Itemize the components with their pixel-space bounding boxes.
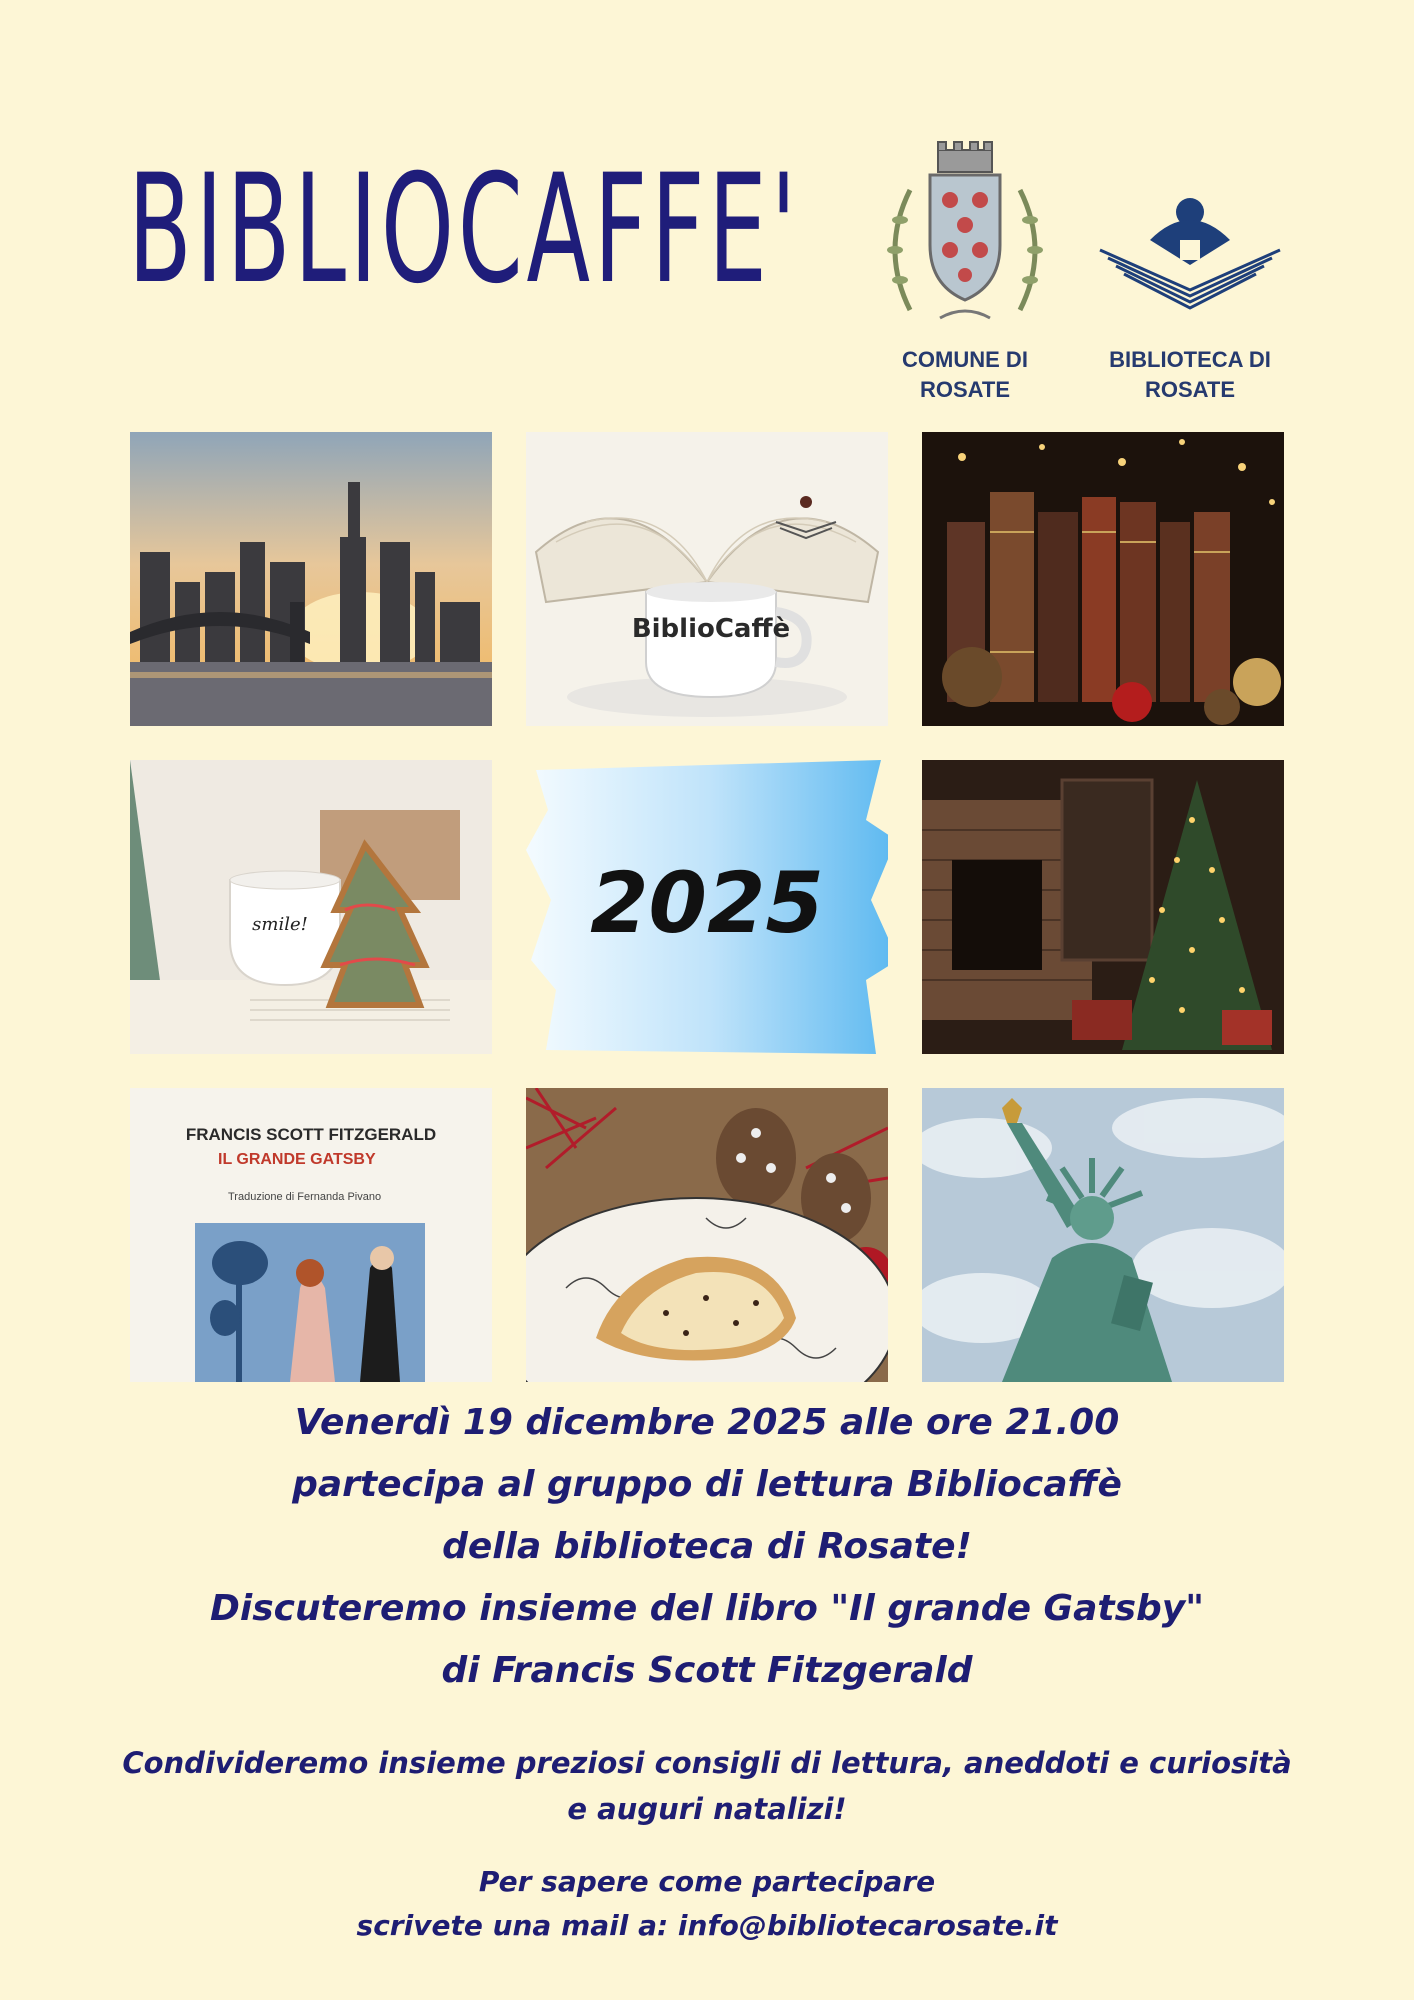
book-cover-title: IL GRANDE GATSBY [218,1151,376,1168]
event-author-line: di Francis Scott Fitzgerald [441,1650,973,1691]
cup-label: BiblioCaffè [631,614,791,644]
comune-logo [870,140,1060,410]
photo-smile-cup-cookie [130,760,492,1054]
greetings-line: e auguri natalizi! [567,1792,847,1826]
year-badge-tile [526,760,888,1054]
sharing-line: Condivideremo insieme preziosi consigli di lettura, aneddoti e curiosità [122,1746,1292,1780]
photo-city-skyline [130,432,492,726]
photo-panettone-pinecones [526,1088,888,1382]
book-cover-translator: Traduzione di Fernanda Pivano [228,1191,382,1203]
event-book-line: Discuteremo insieme del libro "Il grande Gatsby" [210,1588,1204,1629]
coat-of-arms-icon [870,140,1060,340]
photo-antique-books [922,432,1284,726]
year-badge: 2025 [590,854,824,952]
book-cover-author: FRANCIS SCOTT FITZGERALD [185,1125,437,1144]
smile-cup-text: smile! [252,914,308,935]
comune-label: COMUNE DI ROSATE [902,347,1028,402]
poster-title: BIBLIOCAFFE' [128,143,800,317]
event-group-line: partecipa al gruppo di lettura Bibliocaffè [292,1464,1122,1505]
contact-email-line[interactable]: scrivete una mail a: info@bibliotecarosate.it [356,1909,1058,1942]
biblioteca-logo [1090,140,1290,410]
photo-fireplace-tree [922,760,1284,1054]
photo-gatsby-book-cover [130,1088,492,1382]
event-date-line: Venerdì 19 dicembre 2025 alle ore 21.00 [294,1402,1120,1443]
photo-bibliocaffe-cup [526,432,888,726]
contact-intro-line: Per sapere come partecipare [478,1865,936,1898]
event-library-line: della biblioteca di Rosate! [442,1526,972,1567]
biblioteca-label: BIBLIOTECA DI ROSATE [1109,347,1271,402]
photo-statue-of-liberty [922,1088,1284,1382]
open-book-logo-icon [1090,140,1290,340]
